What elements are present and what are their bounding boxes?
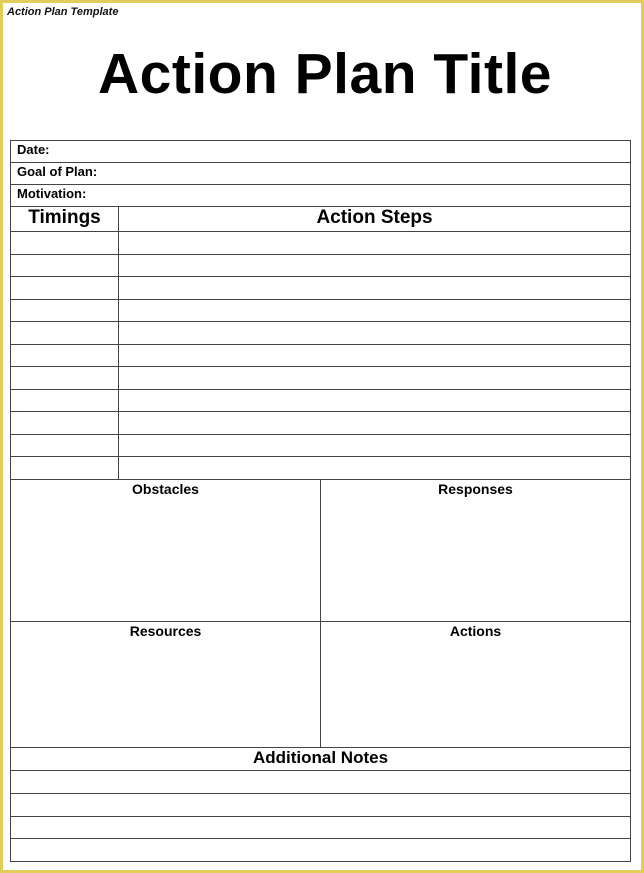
notes-line[interactable] [11, 839, 630, 861]
action-step-cell[interactable] [119, 457, 630, 479]
action-step-cell[interactable] [119, 390, 630, 412]
row-divider [11, 299, 630, 300]
timing-cell[interactable] [11, 255, 118, 277]
motivation-field-label: Motivation: [17, 186, 87, 201]
timing-cell[interactable] [11, 322, 118, 344]
notes-line[interactable] [11, 817, 630, 839]
timing-cell[interactable] [11, 300, 118, 322]
action-step-cell[interactable] [119, 322, 630, 344]
action-step-cell[interactable] [119, 300, 630, 322]
date-field-label: Date: [17, 142, 50, 157]
obstacles-header: Obstacles [132, 481, 199, 497]
goal-field-label: Goal of Plan: [17, 164, 98, 179]
goal-field[interactable] [111, 163, 629, 184]
date-field[interactable] [61, 141, 629, 162]
action-step-cell[interactable] [119, 412, 630, 434]
resources-box[interactable] [11, 641, 320, 747]
timing-cell[interactable] [11, 412, 118, 434]
action-step-cell[interactable] [119, 232, 630, 254]
actions-box[interactable] [321, 641, 630, 747]
row-divider [11, 321, 630, 322]
additional-notes-header: Additional Notes [252, 748, 389, 767]
row-divider [11, 276, 630, 277]
action-step-cell[interactable] [119, 255, 630, 277]
action-step-cell[interactable] [119, 345, 630, 367]
timing-cell[interactable] [11, 277, 118, 299]
timing-cell[interactable] [11, 367, 118, 389]
timing-cell[interactable] [11, 435, 118, 457]
notes-line[interactable] [11, 794, 630, 816]
divider [11, 621, 630, 622]
timings-header: Timings [28, 207, 101, 228]
action-step-cell[interactable] [119, 367, 630, 389]
resources-header: Resources [129, 623, 202, 639]
motivation-field[interactable] [101, 185, 629, 206]
row-divider [11, 456, 630, 457]
row-divider [11, 434, 630, 435]
notes-line[interactable] [11, 771, 630, 793]
timing-cell[interactable] [11, 457, 118, 479]
timing-cell[interactable] [11, 345, 118, 367]
row-divider [11, 254, 630, 255]
document-label: Action Plan Template [7, 6, 119, 18]
action-plan-form [10, 140, 631, 862]
row-divider [11, 389, 630, 390]
timing-cell[interactable] [11, 390, 118, 412]
responses-box[interactable] [321, 499, 630, 621]
action-step-cell[interactable] [119, 435, 630, 457]
timing-cell[interactable] [11, 232, 118, 254]
action-steps-header: Action Steps [316, 207, 433, 228]
row-divider [11, 344, 630, 345]
responses-header: Responses [438, 481, 513, 497]
obstacles-box[interactable] [11, 499, 320, 621]
column-divider [118, 206, 119, 479]
page-title: Action Plan Title [97, 42, 552, 106]
row-divider [11, 411, 630, 412]
actions-header: Actions [449, 623, 502, 639]
action-step-cell[interactable] [119, 277, 630, 299]
row-divider [11, 366, 630, 367]
